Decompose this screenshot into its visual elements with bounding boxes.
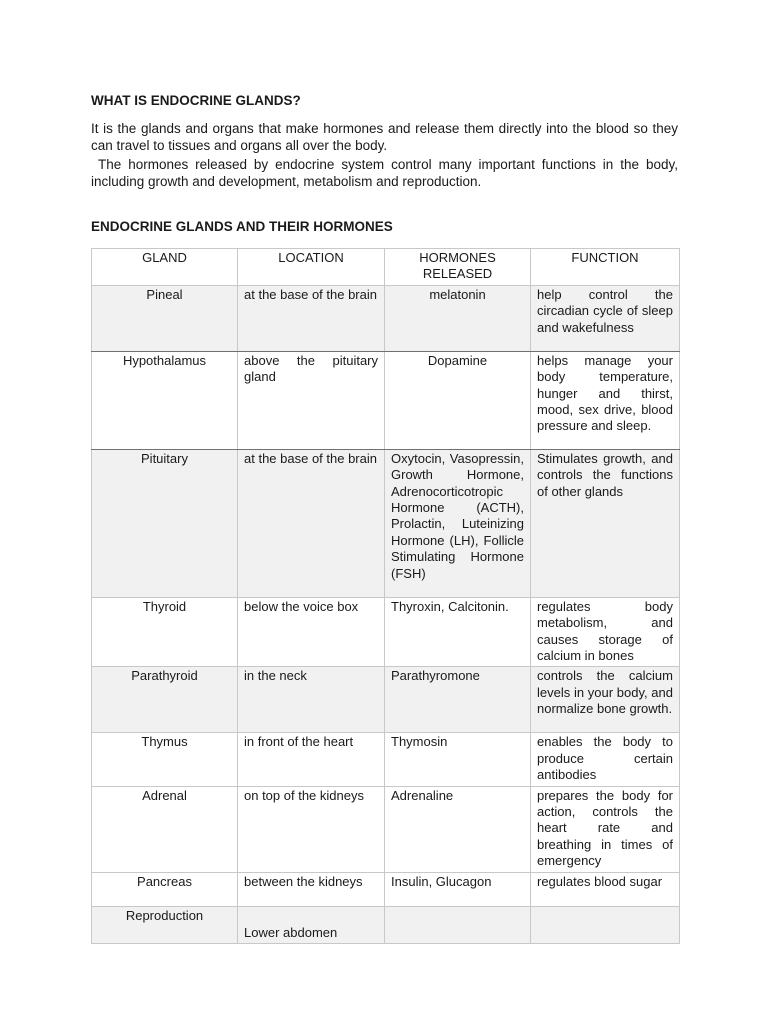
column-header-hormones-released: HORMONES RELEASED: [385, 249, 531, 286]
table-row: [92, 597, 680, 667]
cell-location: in front of the heart: [238, 733, 385, 786]
cell-hormones: [385, 906, 531, 943]
table-row: [92, 872, 680, 906]
cell-hormones: melatonin: [385, 285, 531, 351]
paragraph-functions: The hormones released by endocrine system control many important functions in the body, including growth and development, metabolism and reproduction.: [91, 157, 682, 189]
cell-hormones: Oxytocin, Vasopressin, Growth Hormone, Adrenocorticotropic Hormone (ACTH), Prolactin, Luteinizing Hormone (LH), Follicle Stimulating Hormone (FSH): [385, 449, 531, 597]
cell-function: Stimulates growth, and controls the functions of other glands: [531, 449, 680, 597]
cell-function: regulates blood sugar: [531, 872, 680, 906]
cell-function: [531, 906, 680, 943]
table-row: [92, 906, 680, 943]
cell-gland: Pineal: [92, 285, 238, 351]
cell-hormones: Thyroxin, Calcitonin.: [385, 597, 531, 667]
heading-glands-and-hormones: ENDOCRINE GLANDS AND THEIR HORMONES: [91, 219, 393, 234]
heading-what-is-endocrine-glands: WHAT IS ENDOCRINE GLANDS?: [91, 93, 301, 108]
cell-gland: Reproduction: [92, 906, 238, 943]
cell-location: at the base of the brain: [238, 285, 385, 351]
cell-hormones: Adrenaline: [385, 786, 531, 872]
cell-location: between the kidneys: [238, 872, 385, 906]
cell-function: help control the circadian cycle of sleep and wakefulness: [531, 285, 680, 351]
cell-gland: Thymus: [92, 733, 238, 786]
cell-gland: Parathyroid: [92, 667, 238, 733]
cell-hormones: Thymosin: [385, 733, 531, 786]
cell-gland: Adrenal: [92, 786, 238, 872]
cell-location: below the voice box: [238, 597, 385, 667]
cell-location: in the neck: [238, 667, 385, 733]
cell-function: controls the calcium levels in your body, and normalize bone growth.: [531, 667, 680, 733]
paragraph-definition: It is the glands and organs that make hormones and release them directly into the blood so they can travel to tissues and organs all over the body.: [91, 121, 678, 153]
table-row: [92, 786, 680, 872]
table-row: [92, 449, 680, 597]
cell-gland: Pituitary: [92, 449, 238, 597]
table-header-row: [92, 249, 680, 286]
column-header-location: LOCATION: [238, 249, 385, 286]
cell-hormones: Parathyromone: [385, 667, 531, 733]
table-row: [92, 285, 680, 351]
endocrine-glands-table: [91, 248, 680, 944]
cell-location: at the base of the brain: [238, 449, 385, 597]
table-row: [92, 351, 680, 449]
column-header-gland: GLAND: [92, 249, 238, 286]
table-row: [92, 733, 680, 786]
cell-location: above the pituitary gland: [238, 351, 385, 449]
cell-function: regulates body metabolism, and causes storage of calcium in bones: [531, 597, 680, 667]
cell-hormones: Insulin, Glucagon: [385, 872, 531, 906]
cell-gland: Hypothalamus: [92, 351, 238, 449]
cell-function: enables the body to produce certain antibodies: [531, 733, 680, 786]
cell-location: Lower abdomen: [238, 906, 385, 943]
cell-function: prepares the body for action, controls the heart rate and breathing in times of emergency: [531, 786, 680, 872]
table-row: [92, 667, 680, 733]
cell-function: helps manage your body temperature, hunger and thirst, mood, sex drive, blood pressure and sleep.: [531, 351, 680, 449]
cell-hormones: Dopamine: [385, 351, 531, 449]
cell-gland: Thyroid: [92, 597, 238, 667]
column-header-function: FUNCTION: [531, 249, 680, 286]
cell-gland: Pancreas: [92, 872, 238, 906]
cell-location: on top of the kidneys: [238, 786, 385, 872]
